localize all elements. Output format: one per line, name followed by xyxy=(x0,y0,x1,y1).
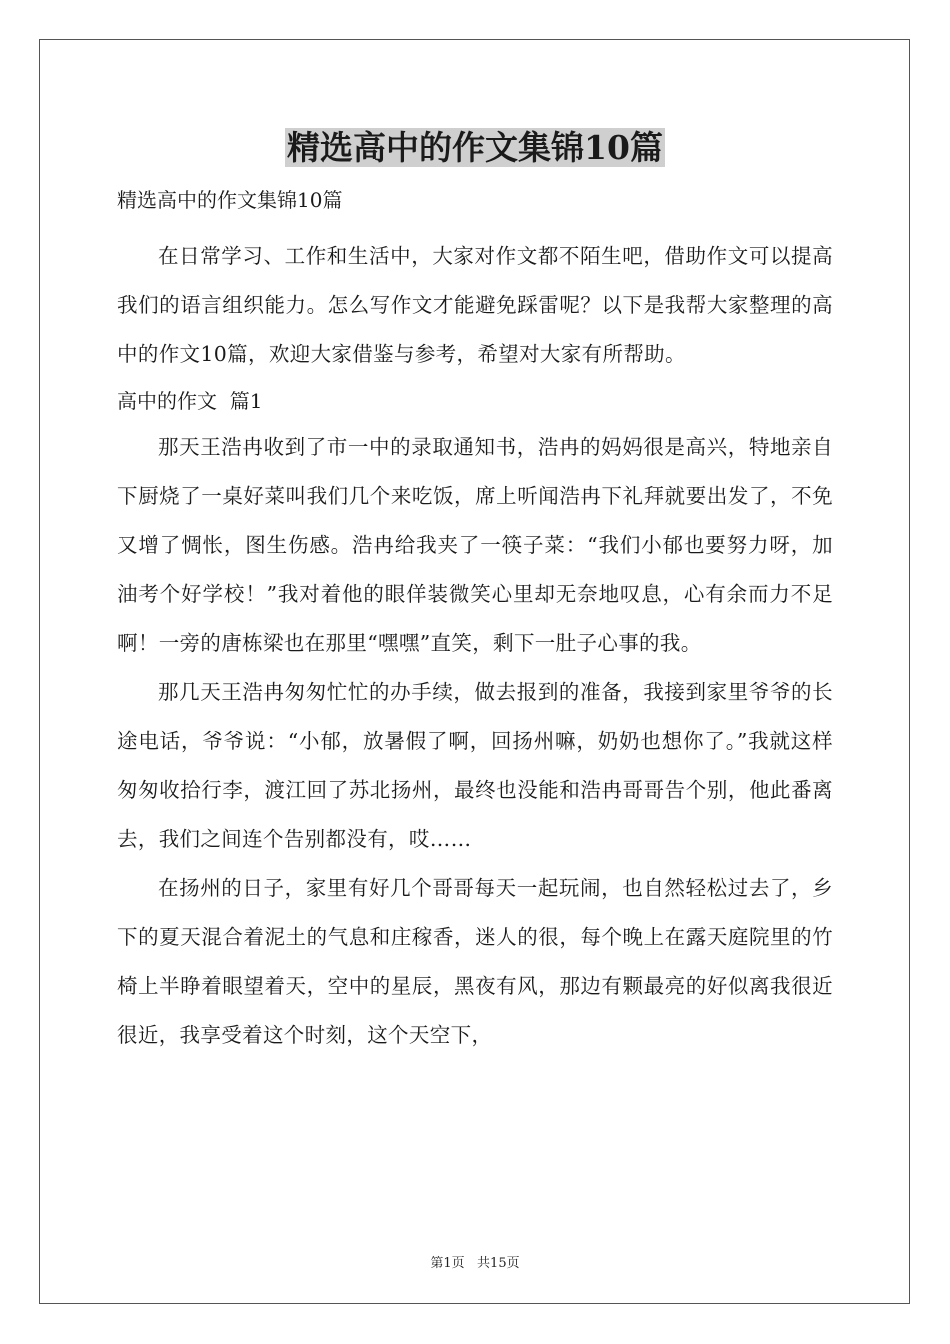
body-paragraph-2: 那几天王浩冉匆匆忙忙的办手续，做去报到的准备，我接到家里爷爷的长途电话，爷爷说：“小郁，放暑假了啊，回扬州嘛，奶奶也想你了。”我就这样匆匆收拾行李，渡江回了苏北扬州，最终也没能和浩冉哥哥告个别，他此番离去，我们之间连个告别都没有，哎…… xyxy=(117,680,833,851)
body-paragraph-1: 那天王浩冉收到了市一中的录取通知书，浩冉的妈妈很是高兴，特地亲自下厨烧了一桌好菜叫我们几个来吃饭，席上听闻浩冉下礼拜就要出发了，不免又增了惆怅，图生伤感。浩冉给我夹了一筷子菜：“我们小郁也要努力呀，加油考个好学校！”我对着他的眼佯装微笑心里却无奈地叹息，心有余而力不足啊！一旁的唐栋梁也在那里“嘿嘿”直笑，剩下一肚子心事的我。 xyxy=(117,435,833,655)
intro-paragraph: 在日常学习、工作和生活中，大家对作文都不陌生吧，借助作文可以提高我们的语言组织能力。怎么写作文才能避免踩雷呢？以下是我帮大家整理的高中的作文10篇，欢迎大家借鉴与参考，希望对大家有所帮助。 xyxy=(117,244,833,366)
document-title-text: 精选高中的作文集锦10篇 xyxy=(287,128,663,167)
section-heading: 高中的作文 篇1 xyxy=(117,389,263,413)
document-subtitle: 精选高中的作文集锦10篇 xyxy=(117,188,343,212)
body-paragraph-3: 在扬州的日子，家里有好几个哥哥每天一起玩闹，也自然轻松过去了，乡下的夏天混合着泥土的气息和庄稼香，迷人的很，每个晚上在露天庭院里的竹椅上半睁着眼望着天，空中的星辰，黑夜有风，那边有颗最亮的好似离我很近很近，我享受着这个时刻，这个天空下， xyxy=(117,876,833,1047)
document-body xyxy=(117,182,833,1060)
document-title xyxy=(0,128,950,168)
page-footer: 第1页 共15页 xyxy=(430,1256,520,1271)
